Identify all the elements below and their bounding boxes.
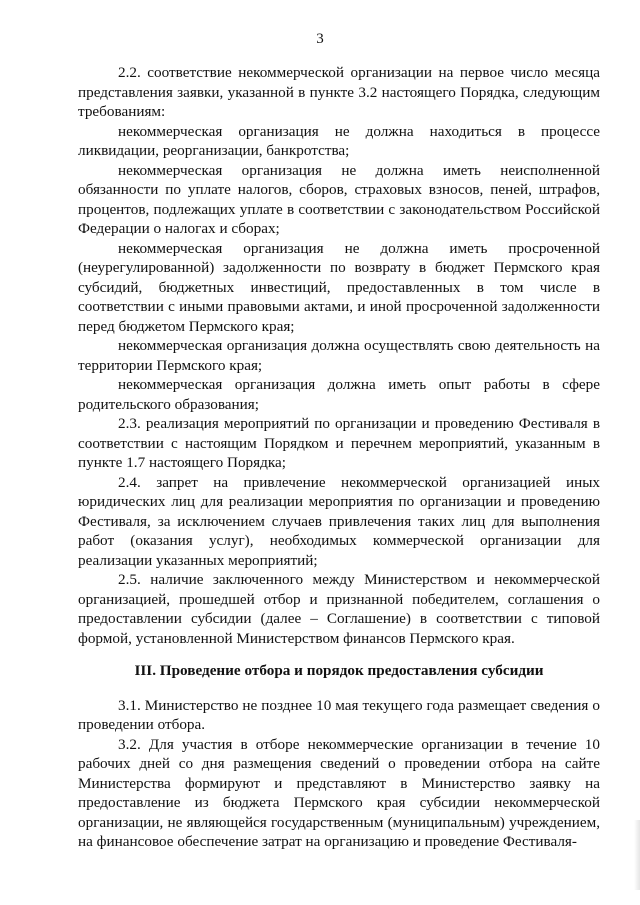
paragraph-3-2: 3.2. Для участия в отборе некоммерческие организации в течение 10 рабочих дней со дня размещения сведений о проведении отбора на сайте Министерства формируют и представляют в Министерство заявку на предоставление из бюджета Пермского края субсидии некоммерческой организации, не являющейся государственным (муниципальным) учреждением, на финансовое обеспечение затрат на организацию и проведение Фестиваля- bbox=[78, 735, 600, 850]
paragraph-2-3: 2.3. реализация мероприятий по организации и проведению Фестиваля в соответствии с настоящим Порядком и перечнем мероприятий, указанным в пункте 1.7 настоящего Порядка; bbox=[78, 415, 600, 471]
paragraph-3-1: 3.1. Министерство не позднее 10 мая текущего года размещает сведения о проведении отбора. bbox=[78, 696, 600, 733]
page-number: 3 bbox=[316, 31, 324, 47]
paragraph-2-5: 2.5. наличие заключенного между Министерством и некоммерческой организацией, прошедшей отбор и признанной победителем, соглашения о предоставлении субсидии (далее – Соглашение) в соответствии с типовой формой, установленной Министерством финансов Пермского края. bbox=[78, 571, 600, 647]
requirement-no-tax-debt: некоммерческая организация не должна иметь неисполненной обязанности по уплате налогов, сборов, страховых взносов, пеней, штрафов, процентов, подлежащих уплате в соответствии с законодательством Российской Федерации о налогах и сборах; bbox=[78, 161, 600, 237]
requirement-experience: некоммерческая организация должна иметь опыт работы в сфере родительского образования; bbox=[78, 376, 600, 413]
paragraph-2-4: 2.4. запрет на привлечение некоммерческой организацией иных юридических лиц для реализации мероприятия по организации и проведению Фестиваля, за исключением случаев привлечения таких лиц для выполнения работ (оказания услуг), необходимых коммерческой организации для реализации указанных мероприятий; bbox=[78, 473, 600, 569]
requirement-perm-territory: некоммерческая организация должна осуществлять свою деятельность на территории Пермского края; bbox=[78, 337, 600, 374]
scan-edge-shadow bbox=[634, 820, 640, 890]
document-body bbox=[78, 63, 600, 852]
requirement-no-overdue-debt: некоммерческая организация не должна иметь просроченной (неурегулированной) задолженности по возврату в бюджет Пермского края субсидий, бюджетных инвестиций, предоставленных в том числе в соответствии с иными правовыми актами, и иной просроченной задолженности перед бюджетом Пермского края; bbox=[78, 239, 600, 335]
requirement-no-liquidation: некоммерческая организация не должна находиться в процессе ликвидации, реорганизации, банкротства; bbox=[78, 122, 600, 159]
section-heading: III. Проведение отбора и порядок предоставления субсидии bbox=[134, 662, 544, 679]
paragraph-2-2: 2.2. соответствие некоммерческой организации на первое число месяца представления заявки, указанной в пункте 3.2 настоящего Порядка, следующим требованиям: bbox=[78, 64, 600, 120]
